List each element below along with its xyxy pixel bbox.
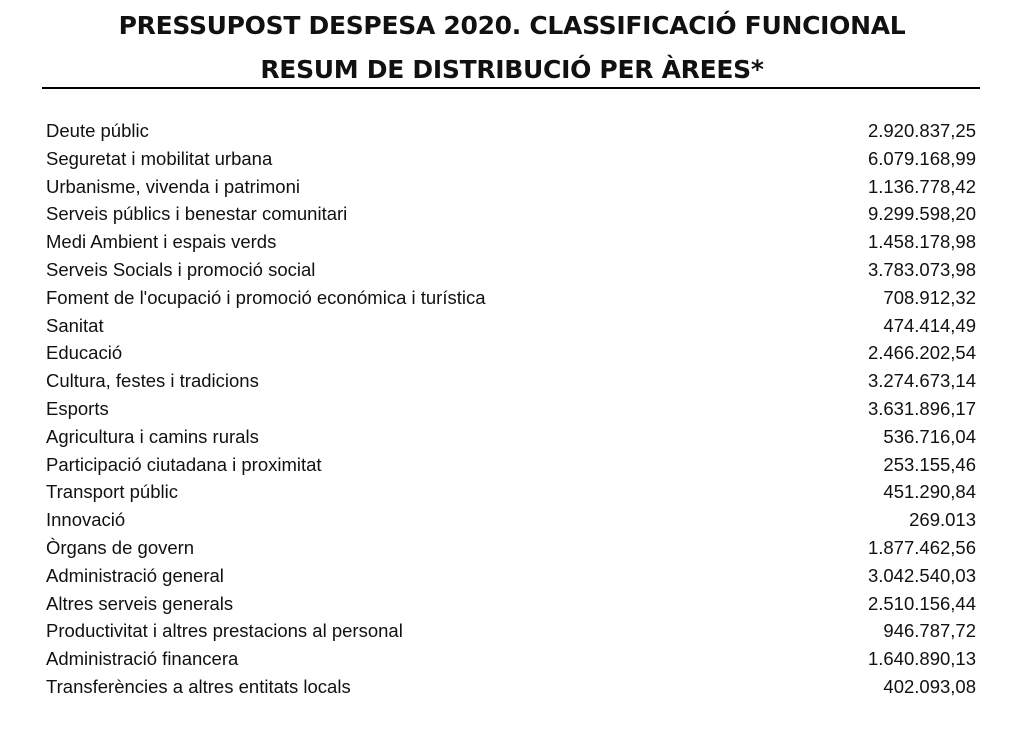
row-label: Serveis Socials i promoció social [46, 258, 316, 280]
row-label: Innovació [46, 509, 126, 531]
title-line-2: RESUM DE DISTRIBUCIÓ PER ÀREES* [260, 55, 764, 84]
table-row [46, 506, 976, 534]
row-value: 6.079.168,99 [867, 147, 976, 169]
row-value: 2.466.202,54 [867, 342, 976, 364]
row-value: 474.414,49 [883, 314, 976, 336]
table-row [46, 256, 976, 284]
page-title [0, 4, 1024, 92]
table-row [46, 200, 976, 228]
row-label: Òrgans de govern [46, 536, 195, 558]
table-row [46, 312, 976, 340]
table-row [46, 534, 976, 562]
row-value: 3.783.073,98 [867, 258, 976, 280]
table-row [46, 451, 976, 479]
row-value: 1.458.178,98 [867, 231, 976, 253]
row-value: 1.877.462,56 [867, 536, 976, 558]
table-row [46, 423, 976, 451]
row-label: Altres serveis generals [46, 592, 234, 614]
row-label: Participació ciutadana i proximitat [46, 453, 322, 475]
row-value: 708.912,32 [883, 286, 976, 308]
row-label: Educació [46, 342, 123, 364]
row-label: Administració financera [46, 648, 239, 670]
row-value: 451.290,84 [883, 481, 976, 503]
table-row [46, 617, 976, 645]
row-label: Administració general [46, 564, 224, 586]
row-value: 2.920.837,25 [867, 120, 976, 141]
table-row [46, 590, 976, 618]
table-row [46, 562, 976, 590]
row-label: Medi Ambient i espais verds [46, 231, 277, 253]
row-label: Serveis públics i benestar comunitari [46, 203, 348, 225]
budget-table [46, 117, 976, 701]
row-value: 3.631.896,17 [867, 397, 976, 419]
row-label: Agricultura i camins rurals [46, 425, 259, 447]
row-value: 946.787,72 [883, 620, 976, 642]
row-label: Seguretat i mobilitat urbana [46, 147, 273, 169]
row-label: Esports [46, 397, 109, 419]
table-row [46, 478, 976, 506]
row-value: 2.510.156,44 [867, 592, 976, 614]
table-row [46, 117, 976, 145]
table-row [46, 645, 976, 673]
row-value: 9.299.598,20 [867, 203, 976, 225]
row-value: 253.155,46 [883, 453, 976, 475]
table-row [46, 395, 976, 423]
row-label: Cultura, festes i tradicions [46, 370, 259, 392]
row-value: 269.013 [909, 509, 976, 531]
table-row [46, 367, 976, 395]
row-label: Sanitat [46, 314, 104, 336]
row-label: Foment de l'ocupació i promoció económica i turística [46, 286, 486, 308]
row-label: Deute públic [46, 120, 149, 141]
table-row [46, 339, 976, 367]
table-row [46, 145, 976, 173]
table-row [46, 228, 976, 256]
row-label: Urbanisme, vivenda i patrimoni [46, 175, 300, 197]
row-value: 1.640.890,13 [867, 648, 976, 670]
title-divider [42, 87, 980, 89]
row-value: 536.716,04 [883, 425, 976, 447]
row-value: 402.093,08 [883, 675, 976, 697]
table-row [46, 284, 976, 312]
row-label: Productivitat i altres prestacions al personal [46, 620, 403, 642]
table-row [46, 673, 976, 701]
row-label: Transport públic [46, 481, 178, 503]
row-value: 3.274.673,14 [867, 370, 976, 392]
row-value: 1.136.778,42 [867, 175, 976, 197]
table-row [46, 173, 976, 201]
row-label: Transferències a altres entitats locals [46, 675, 351, 697]
row-value: 3.042.540,03 [867, 564, 976, 586]
title-line-1: PRESSUPOST DESPESA 2020. CLASSIFICACIÓ FUNCIONAL [118, 11, 906, 40]
